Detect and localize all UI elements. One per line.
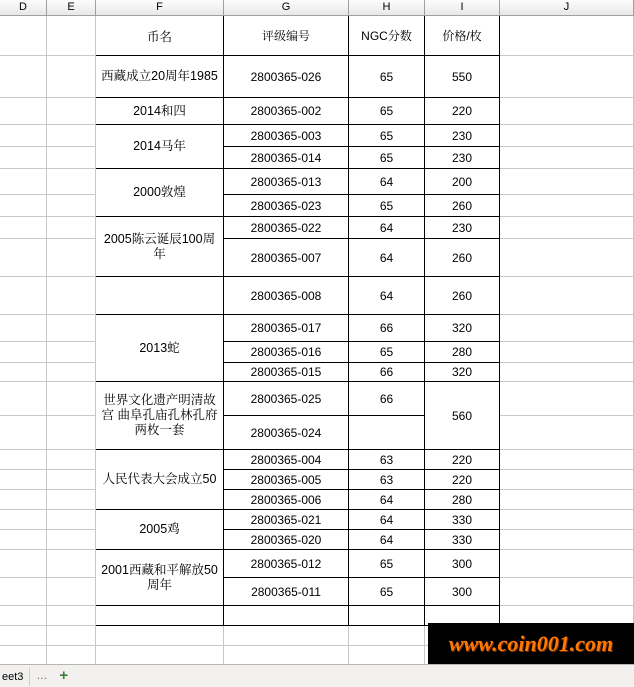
cell-grade-code-4[interactable]: 2800365-013 [224,169,349,195]
cell-d-row-1[interactable] [0,98,47,125]
cell-j-row-0[interactable] [500,56,634,98]
column-header-g[interactable]: G [224,0,349,15]
cell-e-row-6[interactable] [47,217,96,239]
cell-e-row-9[interactable] [47,315,96,342]
cell-ngc-score-17[interactable]: 64 [349,510,425,530]
cell-e-row-10[interactable] [47,342,96,363]
cell-j-row-2[interactable] [500,125,634,147]
cell-j-row-4[interactable] [500,169,634,195]
column-header-i[interactable]: I [425,0,500,15]
sheet-overflow-icon[interactable]: … [36,670,48,682]
cell-d-row-13[interactable] [0,416,47,450]
cell-d-row-7[interactable] [0,239,47,277]
cell-ngc-score-6[interactable]: 64 [349,217,425,239]
cell-grade-code-1[interactable]: 2800365-002 [224,98,349,125]
cell-d-row-14[interactable] [0,450,47,470]
cell-j-row-1[interactable] [500,98,634,125]
table-header-name[interactable]: 币名 [96,16,224,56]
cell-j-row-6[interactable] [500,217,634,239]
cell-price-9[interactable]: 320 [425,315,500,342]
filler-cell-0-0[interactable] [0,626,47,646]
cell-d-row-10[interactable] [0,342,47,363]
filler-cell-0-1[interactable] [47,626,96,646]
cell-coin-name-17[interactable]: 2005鸡 [96,510,224,550]
cell-j-row-8[interactable] [500,277,634,315]
cell-grade-code-0[interactable]: 2800365-026 [224,56,349,98]
cell-j-row-11[interactable] [500,363,634,382]
cell-grade-code-15[interactable]: 2800365-005 [224,470,349,490]
cell-grade-code-7[interactable]: 2800365-007 [224,239,349,277]
cell-d-row-16[interactable] [0,490,47,510]
cell-coin-name-4[interactable]: 2000敦煌 [96,169,224,217]
column-header-f[interactable]: F [96,0,224,15]
cell-j-row-20[interactable] [500,578,634,606]
cell-e-row-2[interactable] [47,125,96,147]
watermark-text: www.coin001.com [448,631,614,656]
cell-grade-code-5[interactable]: 2800365-023 [224,195,349,217]
cell-e-row-4[interactable] [47,169,96,195]
cell-ngc-score-19[interactable]: 65 [349,550,425,578]
cell-ngc-score-15[interactable]: 63 [349,470,425,490]
cell-coin-name-9[interactable]: 2013蛇 [96,315,224,382]
cell-j-row-18[interactable] [500,530,634,550]
filler-cell-1-1[interactable] [47,646,96,666]
cell-j-row-15[interactable] [500,470,634,490]
cell-grade-code-13[interactable]: 2800365-024 [224,416,349,450]
cell-d-row-19[interactable] [0,550,47,578]
cell-e-row-19[interactable] [47,550,96,578]
cell-j-row-12[interactable] [500,382,634,416]
cell-ngc-score-4[interactable]: 64 [349,169,425,195]
cell-d-row-0[interactable] [0,56,47,98]
cell-coin-name-19[interactable]: 2001西藏和平解放50周年 [96,550,224,606]
watermark-banner [428,623,634,665]
cell-e-row-11[interactable] [47,363,96,382]
cell-ngc-score-8[interactable]: 64 [349,277,425,315]
column-header-j[interactable]: J [500,0,634,15]
cell-d-row-3[interactable] [0,147,47,169]
cell-ngc-score-21[interactable] [349,606,425,626]
cell-ngc-score-18[interactable]: 64 [349,530,425,550]
cell-e-row-7[interactable] [47,239,96,277]
cell-ngc-score-7[interactable]: 64 [349,239,425,277]
cell-j-row-14[interactable] [500,450,634,470]
cell-price-5[interactable]: 260 [425,195,500,217]
table-header-price[interactable]: 价格/枚 [425,16,500,56]
cell-ngc-score-5[interactable]: 65 [349,195,425,217]
cell-d-row-6[interactable] [0,217,47,239]
cell-grade-code-18[interactable]: 2800365-020 [224,530,349,550]
filler-cell-1-3[interactable] [224,646,349,666]
cell-ngc-score-11[interactable]: 66 [349,363,425,382]
cell-ngc-score-1[interactable]: 65 [349,98,425,125]
cell-price-20[interactable]: 300 [425,578,500,606]
cell-ngc-score-0[interactable]: 65 [349,56,425,98]
cell-price-10[interactable]: 280 [425,342,500,363]
cell-e-row-16[interactable] [47,490,96,510]
cell-e-row-17[interactable] [47,510,96,530]
cell-ngc-score-2[interactable]: 65 [349,125,425,147]
cell-d-row-21[interactable] [0,606,47,626]
cell-e-row-15[interactable] [47,470,96,490]
cell-grade-code-6[interactable]: 2800365-022 [224,217,349,239]
table-header-ngc-score[interactable]: NGC分数 [349,16,425,56]
cell-d-row-12[interactable] [0,382,47,416]
filler-cell-1-0[interactable] [0,646,47,666]
cell-e-row-8[interactable] [47,277,96,315]
cell-ngc-score-20[interactable]: 65 [349,578,425,606]
cell-d-row-11[interactable] [0,363,47,382]
column-header-row [0,0,634,16]
cell-price-17[interactable]: 330 [425,510,500,530]
cell-e-row-14[interactable] [47,450,96,470]
cell-grade-code-9[interactable]: 2800365-017 [224,315,349,342]
cell-d-row-20[interactable] [0,578,47,606]
cell-ngc-score-14[interactable]: 63 [349,450,425,470]
cell-j-row-10[interactable] [500,342,634,363]
filler-cell-0-3[interactable] [224,626,349,646]
cell-grade-code-21[interactable] [224,606,349,626]
filler-cell-0-4[interactable] [349,626,425,646]
cell-e-row-20[interactable] [47,578,96,606]
cell-d-row-15[interactable] [0,470,47,490]
cell-price-18[interactable]: 330 [425,530,500,550]
cell-d-row-2[interactable] [0,125,47,147]
cell-grade-code-2[interactable]: 2800365-003 [224,125,349,147]
cell-d-row-8[interactable] [0,277,47,315]
table-body[interactable] [0,56,634,626]
cell-price-8[interactable]: 260 [425,277,500,315]
cell-d-row-9[interactable] [0,315,47,342]
cell-grade-code-20[interactable]: 2800365-011 [224,578,349,606]
cell-grade-code-16[interactable]: 2800365-006 [224,490,349,510]
cell-grade-code-3[interactable]: 2800365-014 [224,147,349,169]
cell-j-row-5[interactable] [500,195,634,217]
table-header-row [0,16,634,56]
cell-d-row-4[interactable] [0,169,47,195]
cell-e-row-18[interactable] [47,530,96,550]
cell-j-header[interactable] [500,16,634,56]
cell-grade-code-14[interactable]: 2800365-004 [224,450,349,470]
column-header-h[interactable]: H [349,0,425,15]
cell-ngc-score-9[interactable]: 66 [349,315,425,342]
cell-e-row-1[interactable] [47,98,96,125]
add-sheet-icon[interactable]: + [59,667,69,684]
cell-price-1[interactable]: 220 [425,98,500,125]
cell-e-row-5[interactable] [47,195,96,217]
spreadsheet-grid[interactable] [0,16,634,666]
cell-price-3[interactable]: 230 [425,147,500,169]
table-header-grade-code[interactable]: 评级编号 [224,16,349,56]
cell-ngc-score-12[interactable]: 66 [349,382,425,416]
cell-price-16[interactable]: 280 [425,490,500,510]
cell-ngc-score-10[interactable]: 65 [349,342,425,363]
cell-j-row-17[interactable] [500,510,634,530]
cell-ngc-score-16[interactable]: 64 [349,490,425,510]
cell-price-2[interactable]: 230 [425,125,500,147]
cell-coin-name-1[interactable]: 2014和四 [96,98,224,125]
filler-cell-0-2[interactable] [96,626,224,646]
cell-coin-name-6[interactable]: 2005陈云诞辰100周年 [96,217,224,277]
cell-price-19[interactable]: 300 [425,550,500,578]
cell-j-row-3[interactable] [500,147,634,169]
cell-coin-name-0[interactable]: 西藏成立20周年1985 [96,56,224,98]
cell-price-11[interactable]: 320 [425,363,500,382]
cell-ngc-score-3[interactable]: 65 [349,147,425,169]
cell-coin-name-8[interactable] [96,277,224,315]
cell-d-row-5[interactable] [0,195,47,217]
cell-e-row-0[interactable] [47,56,96,98]
sheet-tab-bar[interactable] [0,664,634,687]
cell-price-12[interactable]: 560 [425,382,500,450]
column-header-e[interactable]: E [47,0,96,15]
cell-d-header[interactable] [0,16,47,56]
cell-ngc-score-13[interactable] [349,416,425,450]
cell-price-4[interactable]: 200 [425,169,500,195]
cell-grade-code-12[interactable]: 2800365-025 [224,382,349,416]
cell-grade-code-10[interactable]: 2800365-016 [224,342,349,363]
cell-price-6[interactable]: 230 [425,217,500,239]
cell-grade-code-8[interactable]: 2800365-008 [224,277,349,315]
cell-coin-name-14[interactable]: 人民代表大会成立50 [96,450,224,510]
cell-price-14[interactable]: 220 [425,450,500,470]
cell-e-row-12[interactable] [47,382,96,416]
cell-price-15[interactable]: 220 [425,470,500,490]
cell-grade-code-19[interactable]: 2800365-012 [224,550,349,578]
cell-d-row-17[interactable] [0,510,47,530]
cell-j-row-19[interactable] [500,550,634,578]
cell-e-row-13[interactable] [47,416,96,450]
cell-j-row-9[interactable] [500,315,634,342]
cell-price-7[interactable]: 260 [425,239,500,277]
cell-coin-name-12[interactable]: 世界文化遗产明清故宫 曲阜孔庙孔林孔府两枚一套 [96,382,224,450]
cell-e-row-3[interactable] [47,147,96,169]
cell-j-row-16[interactable] [500,490,634,510]
cell-e-row-21[interactable] [47,606,96,626]
cell-grade-code-17[interactable]: 2800365-021 [224,510,349,530]
filler-cell-1-2[interactable] [96,646,224,666]
cell-grade-code-11[interactable]: 2800365-015 [224,363,349,382]
sheet-tab-sheet3[interactable]: eet3 [0,667,30,686]
cell-coin-name-2[interactable]: 2014马年 [96,125,224,169]
column-header-d[interactable]: D [0,0,47,15]
filler-cell-1-4[interactable] [349,646,425,666]
cell-j-row-13[interactable] [500,416,634,450]
cell-e-header[interactable] [47,16,96,56]
cell-d-row-18[interactable] [0,530,47,550]
cell-j-row-7[interactable] [500,239,634,277]
cell-coin-name-21[interactable] [96,606,224,626]
cell-price-0[interactable]: 550 [425,56,500,98]
